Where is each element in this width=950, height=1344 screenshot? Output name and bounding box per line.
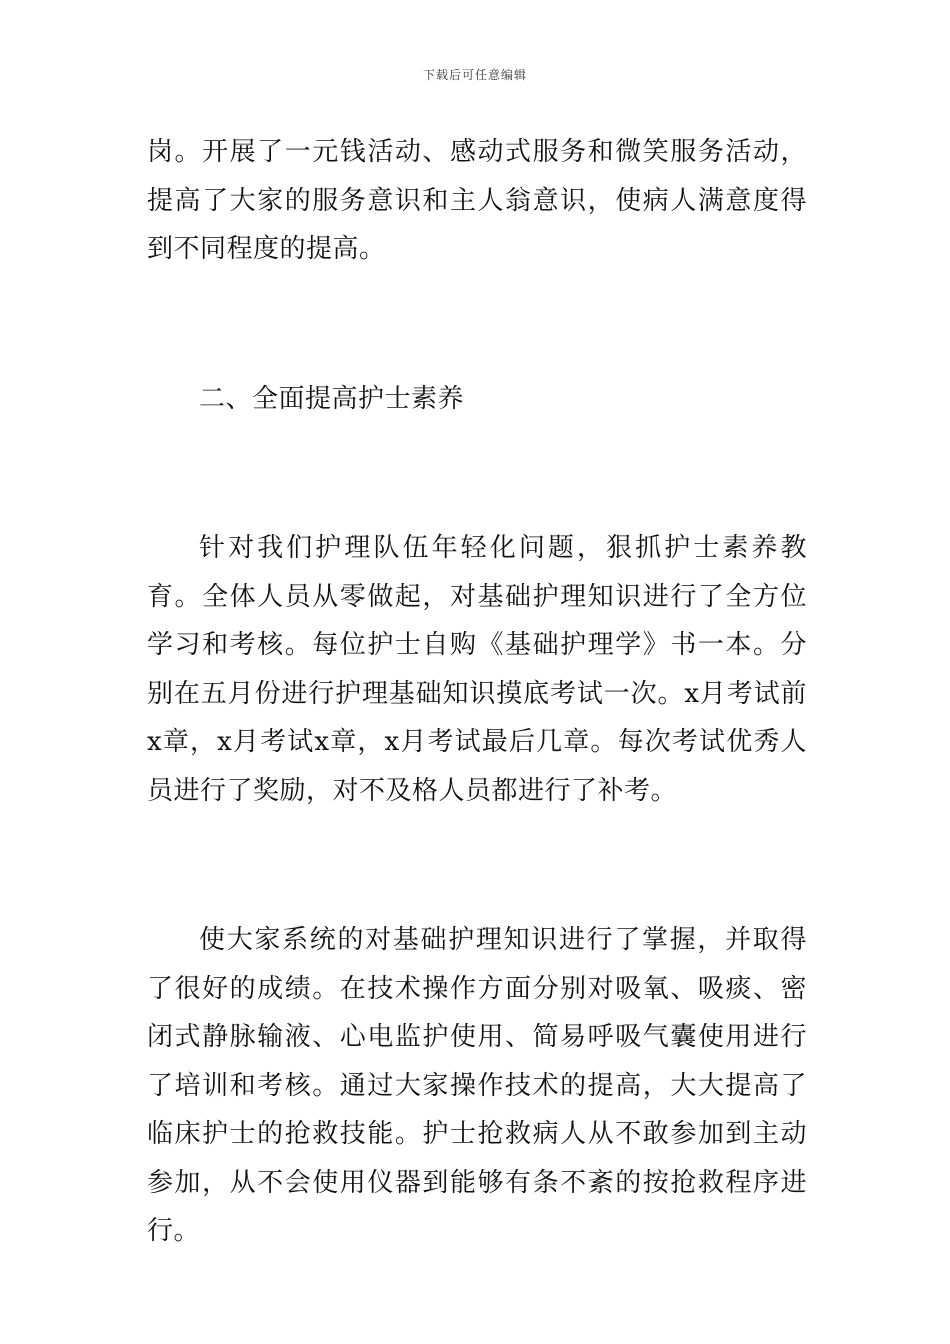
paragraph-nursing-education: 针对我们护理队伍年轻化问题，狠抓护士素养教育。全体人员从零做起，对基础护理知识进行了全方位学习和考核。每位护士自购《基础护理学》书一本。分别在五月份进行护理基础知识摸底考试一次。x月考试前x章，x月考试x章，x月考试最后几章。每次考试优秀人员进行了奖励，对不及格人员都进行了补考。	[147, 533, 807, 806]
paragraph-spacer	[147, 274, 807, 375]
paragraph-spacer	[147, 423, 807, 524]
paragraph-skills-training: 使大家系统的对基础护理知识进行了掌握，并取得了很好的成绩。在技术操作方面分别对吸氧、吸痰、密闭式静脉输液、心电监护使用、简易呼吸气囊使用进行了培训和考核。通过大家操作技术的提高，大大提高了临床护士的抢救技能。护士抢救病人从不敢参加到主动参加，从不会使用仪器到能够有条不紊的按抢救程序进行。	[147, 925, 807, 1246]
document-body	[147, 128, 807, 1256]
paragraph-continuation: 岗。开展了一元钱活动、感动式服务和微笑服务活动，提高了大家的服务意识和主人翁意识，使病人满意度得到不同程度的提高。	[147, 137, 807, 264]
section-heading: 二、全面提高护士素养	[199, 383, 465, 414]
paragraph-spacer	[147, 815, 807, 916]
header-note: 下载后可任意编辑	[422, 68, 527, 82]
